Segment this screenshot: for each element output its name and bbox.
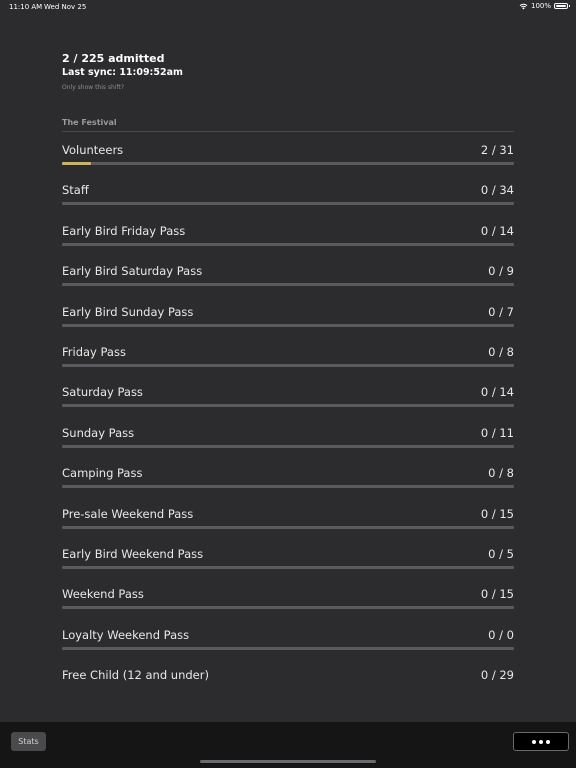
ticket-type-count: 0 / 15 <box>480 506 514 521</box>
ticket-type-count: 0 / 0 <box>488 627 514 642</box>
ticket-type-row[interactable] <box>62 223 514 263</box>
progress-bar <box>62 243 514 246</box>
ticket-type-count: 0 / 11 <box>480 425 514 440</box>
ticket-type-row[interactable] <box>62 182 514 222</box>
ticket-type-label: Weekend Pass <box>62 587 144 602</box>
ticket-type-label: Volunteers <box>62 143 124 157</box>
section-header: The Festival <box>62 118 514 132</box>
more-icon <box>546 740 550 744</box>
ticket-type-row[interactable] <box>62 384 514 424</box>
ticket-type-list <box>62 142 514 707</box>
ticket-type-row[interactable] <box>62 425 514 465</box>
progress-bar <box>62 283 514 286</box>
ticket-type-row[interactable] <box>62 586 514 626</box>
ticket-type-count: 0 / 34 <box>480 183 514 198</box>
ticket-type-label: Friday Pass <box>62 344 126 359</box>
last-sync: Last sync: 11:09:52am <box>62 67 183 78</box>
status-right <box>519 2 568 10</box>
progress-bar <box>62 606 514 609</box>
ticket-type-row[interactable] <box>62 546 514 586</box>
wifi-icon <box>519 3 528 10</box>
ticket-type-label: Staff <box>62 183 89 198</box>
ticket-type-label: Early Bird Friday Pass <box>62 223 186 238</box>
ticket-type-label: Free Child (12 and under) <box>62 668 209 683</box>
ticket-type-row[interactable] <box>62 627 514 667</box>
ticket-type-label: Saturday Pass <box>62 385 143 400</box>
progress-bar <box>62 647 514 650</box>
status-date: Wed Nov 25 <box>44 3 87 11</box>
ticket-type-label: Early Bird Sunday Pass <box>62 304 194 319</box>
progress-fill <box>62 162 91 165</box>
ticket-type-count: 0 / 15 <box>480 587 514 602</box>
battery-percent: 100% <box>530 2 551 10</box>
ticket-type-row[interactable] <box>62 506 514 546</box>
status-time: 11:10 AM <box>9 3 43 11</box>
battery-icon <box>554 3 568 9</box>
ticket-type-count: 0 / 9 <box>488 264 514 279</box>
progress-bar <box>62 445 514 448</box>
ticket-type-count: 0 / 8 <box>488 344 514 359</box>
ticket-type-row[interactable] <box>62 465 514 505</box>
progress-bar <box>62 324 514 327</box>
ticket-type-label: Pre-sale Weekend Pass <box>62 506 194 521</box>
ticket-type-count: 0 / 29 <box>480 668 514 683</box>
ticket-type-row[interactable] <box>62 142 514 182</box>
more-icon <box>539 740 543 744</box>
progress-bar <box>62 485 514 488</box>
progress-bar <box>62 404 514 407</box>
progress-bar <box>62 202 514 205</box>
progress-bar <box>62 364 514 367</box>
more-icon <box>532 740 536 744</box>
more-button[interactable] <box>513 732 569 751</box>
progress-bar <box>62 526 514 529</box>
ticket-type-count: 0 / 14 <box>480 223 514 238</box>
ticket-type-label: Camping Pass <box>62 466 143 481</box>
ticket-type-label: Early Bird Saturday Pass <box>62 264 203 279</box>
admitted-summary: 2 / 225 admitted <box>62 52 165 65</box>
ticket-type-row[interactable] <box>62 304 514 344</box>
progress-bar <box>62 162 514 165</box>
shift-toggle-link[interactable]: Only show this shift? <box>62 84 125 91</box>
status-bar <box>0 0 576 14</box>
stats-button[interactable]: Stats <box>11 732 46 751</box>
main-content <box>62 52 514 707</box>
ticket-type-count: 2 / 31 <box>480 143 514 157</box>
ticket-type-row[interactable] <box>62 667 514 707</box>
ticket-type-row[interactable] <box>62 344 514 384</box>
ticket-type-label: Early Bird Weekend Pass <box>62 546 204 561</box>
progress-bar <box>62 566 514 569</box>
home-indicator <box>200 760 376 763</box>
ticket-type-label: Loyalty Weekend Pass <box>62 627 190 642</box>
ticket-type-count: 0 / 5 <box>488 546 514 561</box>
ticket-type-count: 0 / 7 <box>488 304 514 319</box>
ticket-type-count: 0 / 8 <box>488 466 514 481</box>
ticket-type-label: Sunday Pass <box>62 425 135 440</box>
ticket-type-row[interactable] <box>62 263 514 303</box>
ticket-type-count: 0 / 14 <box>480 385 514 400</box>
